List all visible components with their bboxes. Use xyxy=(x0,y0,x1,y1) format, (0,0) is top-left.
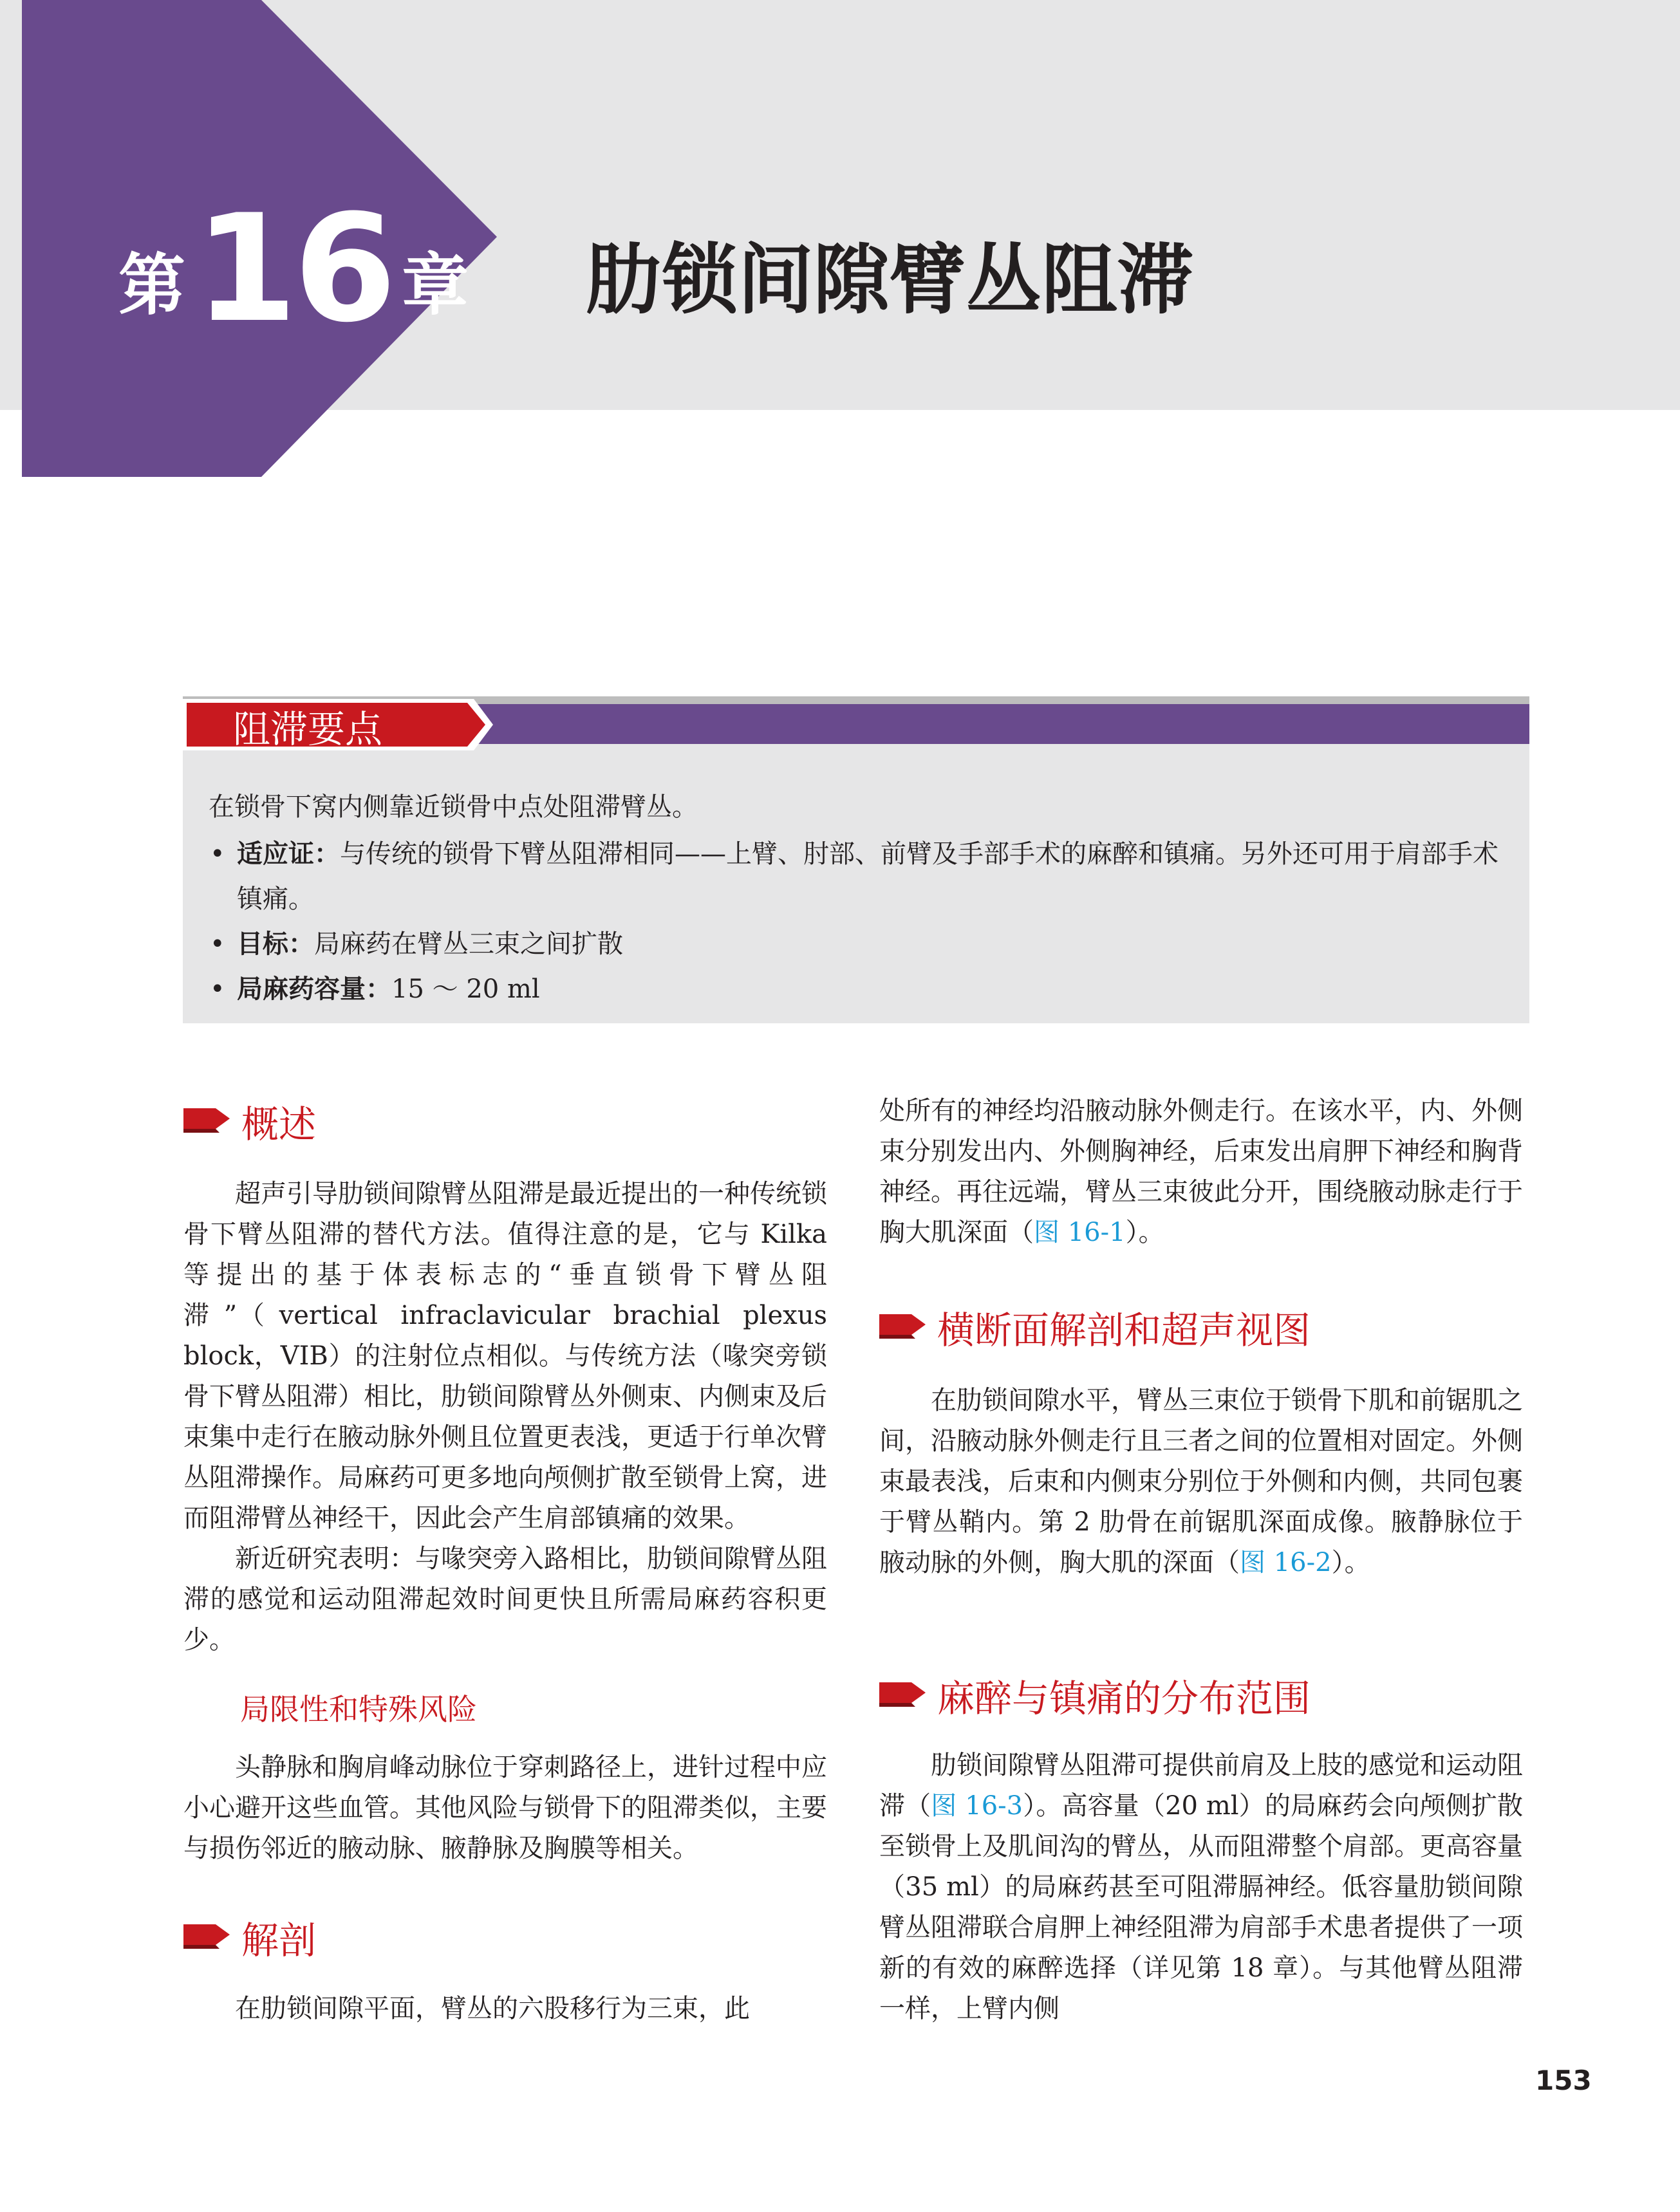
paragraph: 新近研究表明：与喙突旁入路相比，肋锁间隙臂丛阻滞的感觉和运动阻滞起效时间更快且所需局麻药容积更少。 xyxy=(183,1544,827,1655)
paragraph-text: ）。 xyxy=(1125,1218,1164,1247)
paragraph: 超声引导肋锁间隙臂丛阻滞是最近提出的一种传统锁骨下臂丛阻滞的替代方法。值得注意的是，它与 Kilka 等提出的基于体表标志的“垂直锁骨下臂丛阻滞”（vertical infraclavicular brachial plexus block，VIB）的注射位点相似。与传统方法（喙突旁锁骨下臂丛阻滞）相比，肋锁间隙臂丛外侧束、内侧束及后束集中走行在腋动脉外侧且位置更表浅，更适于行单次臂丛阻滞操作。局麻药可更多地向颅侧扩散至锁骨上窝，进而阻滞臂丛神经干，因此会产生肩部镇痛的效果。 xyxy=(183,1179,827,1533)
figure-link[interactable]: 图 16-1 xyxy=(1034,1218,1126,1247)
keypoint-label: 局麻药容量： xyxy=(237,974,391,1004)
section-title: 麻醉与镇痛的分布范围 xyxy=(937,1677,1311,1720)
keypoint-text: 与传统的锁骨下臂丛阻滞相同——上臂、肘部、前臂及手部手术的麻醉和镇痛。另外还可用于肩部手术镇痛。 xyxy=(237,839,1498,914)
chapter-title: 肋锁间隙臂丛阻滞 xyxy=(586,236,1194,324)
paragraph xyxy=(879,1745,1523,2029)
paragraph-text: ）。 xyxy=(1331,1548,1370,1577)
figure-link[interactable]: 图 16-3 xyxy=(931,1791,1023,1821)
keypoint-label: 目标： xyxy=(237,929,314,959)
paragraph-text: 肋锁间隙臂丛阻滞可提供前肩及上肢的感觉和运动阻滞（ xyxy=(879,1751,1523,1821)
chapter-suffix: 章 xyxy=(402,246,469,324)
figure-link[interactable]: 图 16-2 xyxy=(1240,1548,1332,1577)
subsection-heading-limitations: 局限性和特殊风险 xyxy=(240,1692,477,1727)
list-item xyxy=(209,967,1515,1012)
chapter-number-label xyxy=(118,183,469,355)
paragraph: 在肋锁间隙平面，臂丛的六股移行为三束，此 xyxy=(235,1994,750,2023)
paragraph: 头静脉和胸肩峰动脉位于穿刺路径上，进针过程中应小心避开这些血管。其他风险与锁骨下的阻滞类似，主要与损伤邻近的腋动脉、腋静脉及胸膜等相关。 xyxy=(183,1752,827,1863)
keypoints-box xyxy=(183,696,1529,1023)
section-arrow-icon xyxy=(183,1103,230,1134)
section-title: 解剖 xyxy=(241,1919,317,1962)
section-title: 概述 xyxy=(241,1102,317,1146)
keypoints-title: 阻滞要点 xyxy=(233,707,383,751)
paragraph-text: ）。高容量（20 ml）的局麻药会向颅侧扩散至锁骨上及肌间沟的臂丛，从而阻滞整个肩部。更高容量（35 ml）的局麻药甚至可阻滞膈神经。低容量肋锁间隙臂丛阻滞联合肩胛上神经阻滞为肩部手术患者提供了一项新的有效的麻醉选择（详见第 18 章）。与其他臂丛阻滞一样，上臂内侧 xyxy=(879,1791,1524,2023)
keypoint-label: 适应证： xyxy=(237,839,340,869)
paragraph xyxy=(879,1091,1523,1253)
paragraph-text: 处所有的神经均沿腋动脉外侧走行。在该水平，内、外侧束分别发出内、外侧胸神经，后束发出肩胛下神经和胸背神经。再往远端，臂丛三束彼此分开，围绕腋动脉走行于胸大肌深面（ xyxy=(879,1096,1523,1247)
list-item xyxy=(209,832,1515,922)
keypoint-text: 15 ～ 20 ml xyxy=(391,974,540,1004)
section-arrow-icon xyxy=(879,1677,926,1708)
paragraph xyxy=(879,1380,1523,1583)
keypoints-title-bar xyxy=(183,696,1529,754)
list-item xyxy=(209,922,1515,967)
keypoint-text: 局麻药在臂丛三束之间扩散 xyxy=(314,929,623,959)
keypoints-list xyxy=(209,832,1515,1012)
chapter-prefix: 第 xyxy=(118,246,186,324)
page-number: 153 xyxy=(1535,2065,1592,2096)
paragraph-text: 在肋锁间隙水平，臂丛三束位于锁骨下肌和前锯肌之间，沿腋动脉外侧走行且三者之间的位置相对固定。外侧束最表浅，后束和内侧束分别位于外侧和内侧，共同包裹于臂丛鞘内。第 2 肋骨在前锯肌深面成像。腋静脉位于腋动脉的外侧，胸大肌的深面（ xyxy=(879,1386,1523,1577)
section-arrow-icon xyxy=(879,1309,926,1340)
chapter-number: 16 xyxy=(194,183,393,355)
section-arrow-icon xyxy=(183,1919,230,1950)
section-title: 横断面解剖和超声视图 xyxy=(937,1308,1311,1352)
keypoints-intro: 在锁骨下窝内侧靠近锁骨中点处阻滞臂丛。 xyxy=(209,792,698,822)
